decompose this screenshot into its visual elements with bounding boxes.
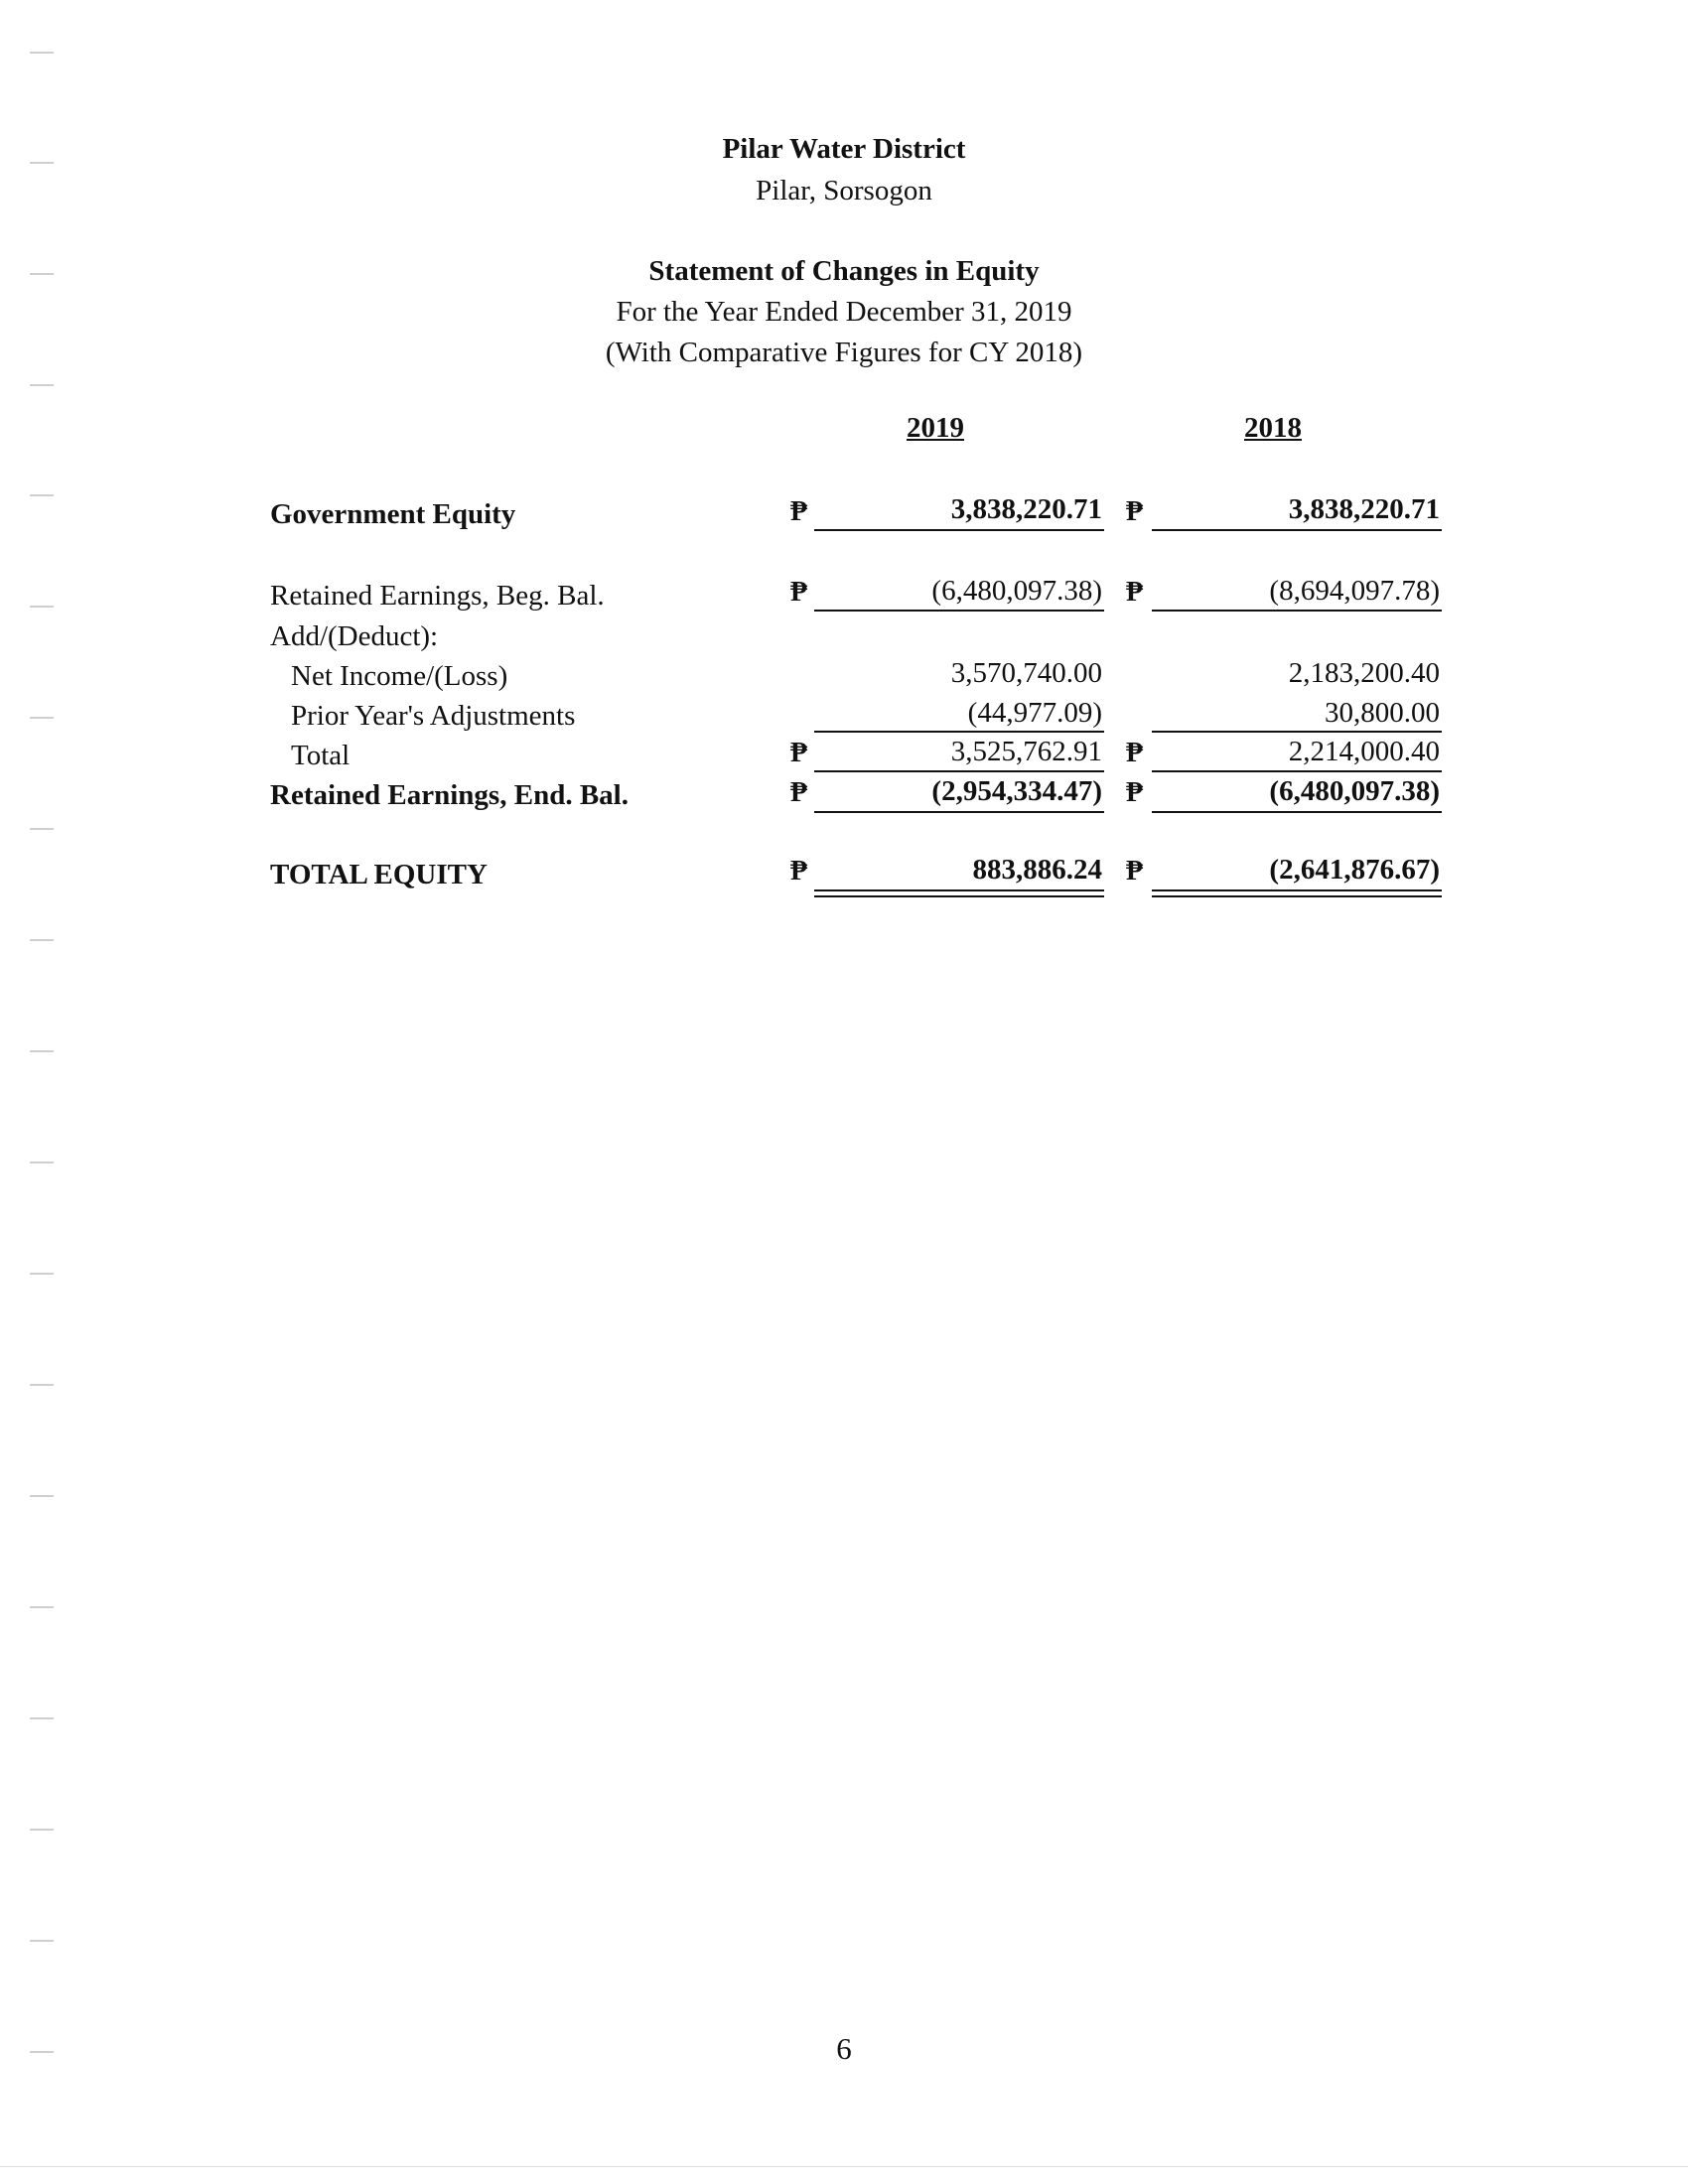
binder-mark: [30, 1940, 54, 1942]
binder-mark: [30, 939, 54, 941]
amount-government-equity-2019: 3,838,220.71: [950, 493, 1102, 525]
amount-total-equity-2018: (2,641,876.67): [1269, 854, 1440, 886]
row-label-net-income: Net Income/(Loss): [291, 660, 508, 692]
row-label-re-beginning: Retained Earnings, Beg. Bal.: [270, 580, 605, 612]
amount-prior-year-adjustments-2019: (44,977.09): [967, 697, 1102, 729]
binder-mark: [30, 1717, 54, 1719]
amount-re-beginning-2018: (8,694,097.78): [1269, 575, 1440, 607]
double-underline: [1152, 895, 1442, 897]
binder-mark: [30, 1161, 54, 1163]
peso-sign: ₱: [1126, 777, 1144, 808]
underline: [814, 770, 1104, 772]
double-underline: [814, 895, 1104, 897]
underline: [1152, 811, 1442, 813]
amount-re-ending-2018: (6,480,097.38): [1269, 775, 1440, 807]
underline: [1152, 731, 1442, 733]
row-label-government-equity: Government Equity: [270, 498, 516, 530]
amount-re-ending-2019: (2,954,334.47): [931, 775, 1102, 807]
amount-total-2018: 2,214,000.40: [1288, 736, 1440, 767]
amount-total-equity-2019: 883,886.24: [972, 854, 1102, 886]
comparative-note: (With Comparative Figures for CY 2018): [605, 337, 1083, 368]
statement-period: For the Year Ended December 31, 2019: [616, 296, 1072, 328]
binder-mark: [30, 717, 54, 719]
underline: [814, 811, 1104, 813]
binder-mark: [30, 1384, 54, 1386]
row-label-total-equity: TOTAL EQUITY: [270, 859, 488, 890]
underline: [814, 610, 1104, 612]
binder-mark: [30, 1050, 54, 1052]
underline: [814, 731, 1104, 733]
binder-mark: [30, 606, 54, 608]
company-name: Pilar Water District: [722, 133, 966, 165]
row-label-re-ending: Retained Earnings, End. Bal.: [270, 779, 629, 811]
peso-sign: ₱: [790, 777, 808, 808]
underline: [1152, 610, 1442, 612]
binder-mark: [30, 1273, 54, 1275]
binder-mark: [30, 494, 54, 496]
binder-mark: [30, 52, 54, 54]
peso-sign: ₱: [1126, 856, 1144, 887]
peso-sign: ₱: [790, 856, 808, 887]
row-label-add-deduct: Add/(Deduct):: [270, 620, 439, 652]
row-label-prior-year-adjustments: Prior Year's Adjustments: [291, 700, 576, 732]
statement-title: Statement of Changes in Equity: [648, 255, 1040, 287]
double-underline: [1152, 889, 1442, 891]
amount-net-income-2018: 2,183,200.40: [1288, 657, 1440, 689]
underline: [1152, 529, 1442, 531]
underline: [814, 529, 1104, 531]
column-header-2019: 2019: [907, 412, 964, 444]
peso-sign: ₱: [790, 738, 808, 768]
amount-net-income-2019: 3,570,740.00: [950, 657, 1102, 689]
peso-sign: ₱: [1126, 738, 1144, 768]
binder-mark: [30, 1606, 54, 1608]
amount-prior-year-adjustments-2018: 30,800.00: [1325, 697, 1440, 729]
page-number: 6: [836, 2031, 852, 2066]
company-location: Pilar, Sorsogon: [756, 175, 932, 206]
peso-sign: ₱: [1126, 496, 1144, 527]
peso-sign: ₱: [790, 496, 808, 527]
binder-mark: [30, 828, 54, 830]
peso-sign: ₱: [790, 577, 808, 608]
binder-mark: [30, 1829, 54, 1831]
row-label-total: Total: [291, 740, 351, 771]
amount-government-equity-2018: 3,838,220.71: [1288, 493, 1440, 525]
underline: [1152, 770, 1442, 772]
binder-mark: [30, 1495, 54, 1497]
column-header-2018: 2018: [1244, 412, 1302, 444]
double-underline: [814, 889, 1104, 891]
amount-total-2019: 3,525,762.91: [950, 736, 1102, 767]
amount-re-beginning-2019: (6,480,097.38): [931, 575, 1102, 607]
binder-mark: [30, 384, 54, 386]
scan-bottom-edge: [0, 2166, 1688, 2167]
peso-sign: ₱: [1126, 577, 1144, 608]
